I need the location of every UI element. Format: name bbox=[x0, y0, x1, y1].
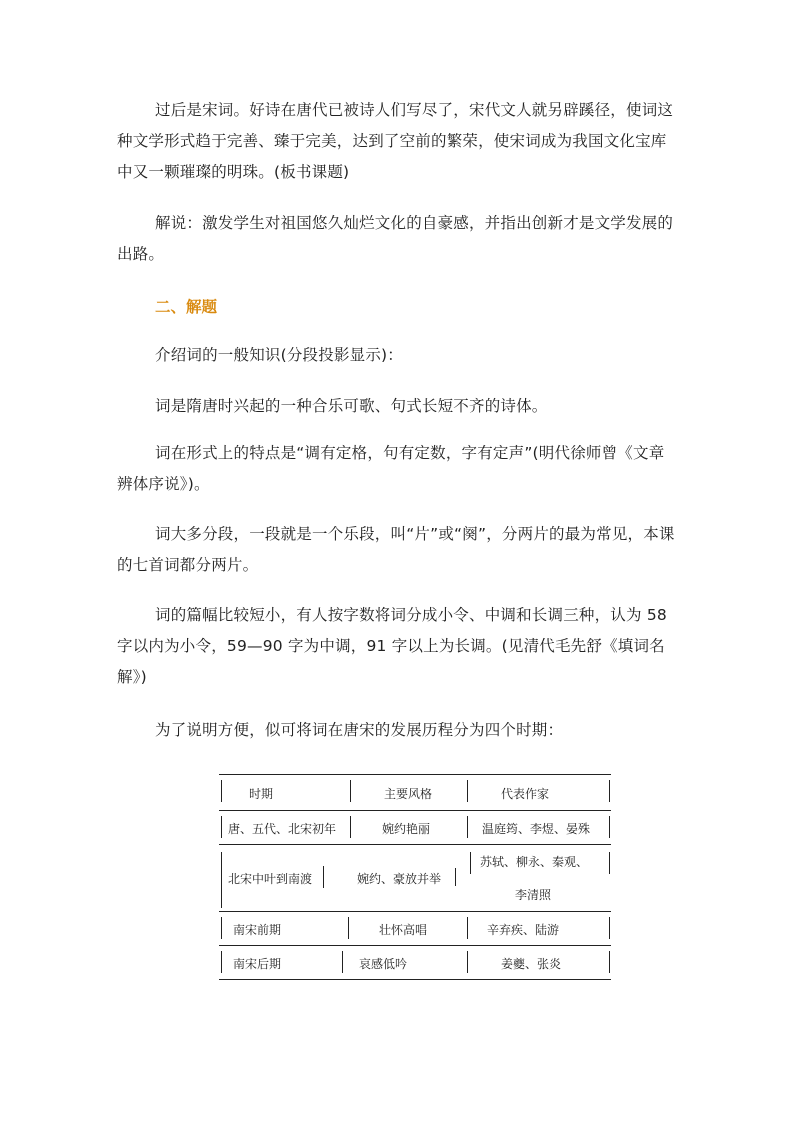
table-rule bbox=[609, 852, 610, 874]
table-rule bbox=[609, 951, 610, 973]
table-header-style: 主要风格 bbox=[384, 787, 433, 801]
paragraph-length: 词的篇幅比较短小，有人按字数将词分成小令、中调和长调三种，认为 58 字以内为小令，59—90 字为中调，91 字以上为长调。(见清代毛先舒《填词名解》) bbox=[117, 606, 667, 686]
table-rule bbox=[221, 780, 222, 802]
table-rule bbox=[467, 780, 468, 802]
table-rule bbox=[219, 810, 611, 811]
table-rule bbox=[219, 979, 611, 980]
table-rule bbox=[219, 945, 611, 946]
paragraph-general-knowledge: 介绍词的一般知识(分段投影显示)： bbox=[155, 346, 403, 364]
table-rule bbox=[221, 852, 222, 908]
table-cell-authors: 苏轼、柳永、秦观、 bbox=[480, 855, 589, 869]
table-rule bbox=[609, 917, 610, 939]
paragraph-definition: 词是隋唐时兴起的一种合乐可歌、句式长短不齐的诗体。 bbox=[155, 397, 548, 415]
table-cell-style: 婉约艳丽 bbox=[382, 822, 431, 836]
paragraph-explanation: 解说：激发学生对祖国悠久灿烂文化的自豪感，并指出创新才是文学发展的出路。 bbox=[117, 214, 674, 263]
paragraph-sections: 词大多分段，一段就是一个乐段，叫“片”或“阕”，分两片的最为常见，本课的七首词都分两片。 bbox=[117, 525, 675, 574]
table-rule bbox=[219, 844, 611, 845]
table-cell-authors-continued: 李清照 bbox=[515, 888, 552, 902]
table-cell-period: 南宋后期 bbox=[233, 957, 282, 971]
table-cell-period: 北宋中叶到南渡 bbox=[228, 872, 313, 886]
table-cell-style: 哀感低吟 bbox=[359, 957, 408, 971]
table-rule bbox=[342, 951, 343, 973]
table-cell-period: 南宋前期 bbox=[233, 923, 282, 937]
table-rule bbox=[609, 816, 610, 838]
table-cell-authors: 辛弃疾、陆游 bbox=[487, 923, 560, 937]
table-rule bbox=[350, 816, 351, 838]
table-rule bbox=[219, 774, 611, 775]
table-rule bbox=[221, 816, 222, 838]
table-rule bbox=[219, 911, 611, 912]
table-cell-style: 壮怀高唱 bbox=[379, 923, 428, 937]
table-cell-period: 唐、五代、北宋初年 bbox=[228, 822, 337, 836]
table-cell-authors: 温庭筠、李煜、晏殊 bbox=[482, 822, 591, 836]
table-header-period: 时期 bbox=[249, 787, 274, 801]
table-cell-authors: 姜夔、张炎 bbox=[501, 957, 562, 971]
table-rule bbox=[350, 780, 351, 802]
table-header-authors: 代表作家 bbox=[501, 787, 550, 801]
table-rule bbox=[455, 868, 456, 886]
table-rule bbox=[467, 816, 468, 838]
paragraph-intro: 过后是宋词。好诗在唐代已被诗人们写尽了，宋代文人就另辟蹊径，使词这种文学形式趋于完善、臻于完美，达到了空前的繁荣，使宋词成为我国文化宝库中又一颗璀璨的明珠。(板书课题) bbox=[117, 101, 674, 181]
table-rule bbox=[323, 866, 324, 888]
section-heading: 二、解题 bbox=[155, 298, 218, 316]
table-rule bbox=[221, 951, 222, 973]
table-rule bbox=[348, 917, 349, 939]
table-rule bbox=[470, 852, 471, 874]
table-cell-style: 婉约、豪放并举 bbox=[357, 872, 442, 886]
table-rule bbox=[609, 780, 610, 802]
table-rule bbox=[467, 951, 468, 973]
table-rule bbox=[221, 917, 222, 939]
paragraph-periods: 为了说明方便，似可将词在唐宋的发展历程分为四个时期： bbox=[155, 721, 564, 739]
periods-table bbox=[219, 774, 611, 980]
paragraph-form-features: 词在形式上的特点是“调有定格，句有定数，字有定声”(明代徐师曾《文章辨体序说》)。 bbox=[117, 444, 665, 493]
table-rule bbox=[467, 917, 468, 939]
